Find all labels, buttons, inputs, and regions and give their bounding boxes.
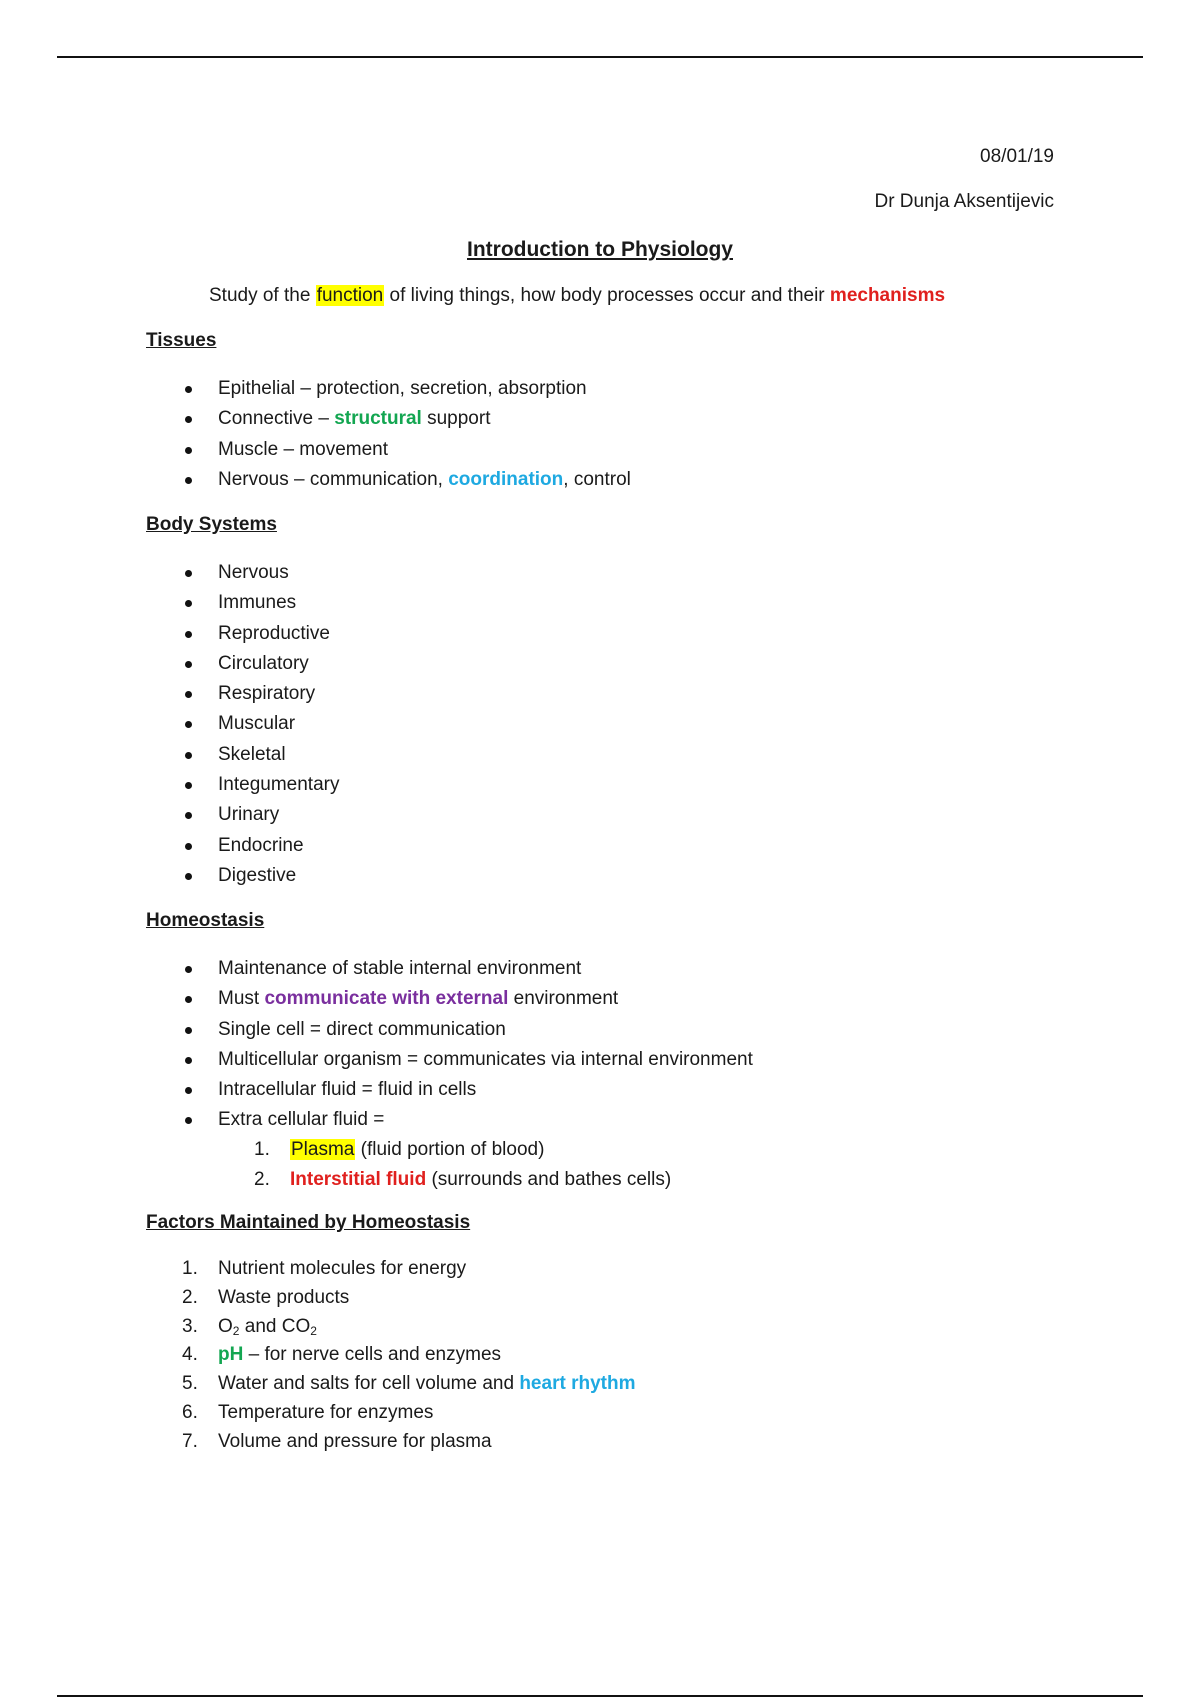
tissue-connective-pre: Connective – bbox=[218, 408, 335, 430]
list-item bbox=[146, 1255, 635, 1284]
homeostasis-item-2-pre: Must bbox=[218, 988, 265, 1010]
homeostasis-item-3: Single cell = direct communication bbox=[218, 1018, 506, 1040]
factor-4-em: pH bbox=[218, 1344, 244, 1366]
factor-2: Waste products bbox=[218, 1286, 350, 1308]
tissue-nervous-em: coordination bbox=[448, 468, 564, 490]
list-item: Reproductive bbox=[146, 619, 339, 649]
list-item bbox=[218, 1135, 671, 1165]
factors-list bbox=[146, 1255, 635, 1457]
list-item: Urinary bbox=[146, 800, 339, 830]
list-item bbox=[146, 1370, 635, 1399]
factor-num-4: 4. bbox=[182, 1344, 198, 1366]
list-item bbox=[146, 1313, 635, 1342]
factor-num-7: 7. bbox=[182, 1430, 198, 1452]
subtitle bbox=[209, 285, 945, 307]
list-item bbox=[146, 1284, 635, 1313]
homeostasis-list bbox=[146, 954, 753, 1136]
factor-5-em: heart rhythm bbox=[519, 1373, 636, 1395]
list-item bbox=[146, 465, 631, 495]
plasma-desc: (fluid portion of blood) bbox=[355, 1139, 545, 1160]
bottom-rule bbox=[57, 1695, 1143, 1697]
list-item bbox=[146, 1428, 635, 1457]
factor-num-3: 3. bbox=[182, 1315, 198, 1337]
sub-num-2: 2. bbox=[254, 1169, 270, 1191]
list-item: Respiratory bbox=[146, 679, 339, 709]
date: 08/01/19 bbox=[980, 146, 1054, 167]
list-item bbox=[146, 954, 753, 984]
subtitle-highlight: function bbox=[316, 285, 384, 306]
factors-heading: Factors Maintained by Homeostasis bbox=[146, 1212, 471, 1233]
list-item bbox=[146, 1075, 753, 1105]
list-item bbox=[146, 1341, 635, 1370]
tissues-list bbox=[146, 374, 631, 495]
tissue-nervous-post: , control bbox=[563, 468, 631, 490]
homeostasis-item-5: Intracellular fluid = fluid in cells bbox=[218, 1079, 477, 1101]
factor-num-1: 1. bbox=[182, 1258, 198, 1279]
list-item bbox=[146, 1015, 753, 1045]
interstitial-em: Interstitial fluid bbox=[290, 1169, 427, 1191]
factor-7: Volume and pressure for plasma bbox=[218, 1430, 492, 1452]
homeostasis-item-1: Maintenance of stable internal environment bbox=[218, 958, 582, 979]
list-item: Muscular bbox=[146, 709, 339, 739]
homeostasis-heading: Homeostasis bbox=[146, 910, 265, 931]
body-systems-heading: Body Systems bbox=[146, 514, 277, 535]
list-item: Endocrine bbox=[146, 831, 339, 861]
tissue-nervous-pre: Nervous – communication, bbox=[218, 468, 449, 490]
factor-3-sub-1: 2 bbox=[232, 1323, 240, 1338]
list-item: Integumentary bbox=[146, 770, 339, 800]
list-item bbox=[218, 1165, 671, 1195]
factor-num-6: 6. bbox=[182, 1401, 198, 1423]
author: Dr Dunja Aksentijevic bbox=[874, 191, 1054, 212]
factor-3-a: O bbox=[218, 1315, 233, 1337]
list-item bbox=[146, 404, 631, 434]
tissue-muscle: Muscle – movement bbox=[218, 438, 389, 460]
list-item bbox=[146, 435, 631, 465]
extracellular-sublist bbox=[218, 1135, 671, 1196]
factor-1: Nutrient molecules for energy bbox=[218, 1258, 467, 1279]
factor-3-sub-2: 2 bbox=[310, 1323, 317, 1338]
list-item bbox=[146, 374, 631, 404]
subtitle-text-2: of living things, how body processes occur and their bbox=[384, 285, 830, 306]
tissue-epithelial: Epithelial – protection, secretion, absorption bbox=[218, 378, 587, 399]
factor-4-post: – for nerve cells and enzymes bbox=[243, 1344, 502, 1366]
page-title: Introduction to Physiology bbox=[467, 238, 733, 261]
factor-num-5: 5. bbox=[182, 1373, 198, 1395]
body-systems-list bbox=[146, 558, 339, 891]
list-item bbox=[146, 1399, 635, 1428]
list-item: Immunes bbox=[146, 588, 339, 618]
factor-3-b: and CO bbox=[239, 1315, 311, 1337]
sub-num-1: 1. bbox=[254, 1139, 270, 1160]
list-item: Nervous bbox=[146, 558, 339, 588]
list-item: Digestive bbox=[146, 861, 339, 891]
plasma-highlight: Plasma bbox=[291, 1139, 355, 1160]
tissue-connective-post: support bbox=[421, 408, 491, 430]
list-item: Skeletal bbox=[146, 740, 339, 770]
factor-5-pre: Water and salts for cell volume and bbox=[218, 1373, 520, 1395]
list-item: Circulatory bbox=[146, 649, 339, 679]
subtitle-emphasis: mechanisms bbox=[829, 285, 946, 306]
homeostasis-item-6: Extra cellular fluid = bbox=[218, 1109, 385, 1131]
list-item bbox=[146, 1045, 753, 1075]
list-item bbox=[146, 1105, 753, 1135]
tissue-connective-em: structural bbox=[334, 408, 422, 430]
subtitle-text-1: Study of the bbox=[209, 285, 316, 306]
homeostasis-item-2-em: communicate with external bbox=[264, 988, 509, 1010]
tissues-heading: Tissues bbox=[146, 330, 217, 351]
homeostasis-item-2-post: environment bbox=[508, 988, 619, 1010]
factor-6: Temperature for enzymes bbox=[218, 1401, 434, 1423]
factor-num-2: 2. bbox=[182, 1286, 198, 1308]
list-item bbox=[146, 984, 753, 1014]
top-rule bbox=[57, 56, 1143, 58]
interstitial-desc: (surrounds and bathes cells) bbox=[426, 1169, 672, 1191]
homeostasis-item-4: Multicellular organism = communicates via internal environment bbox=[218, 1048, 753, 1070]
